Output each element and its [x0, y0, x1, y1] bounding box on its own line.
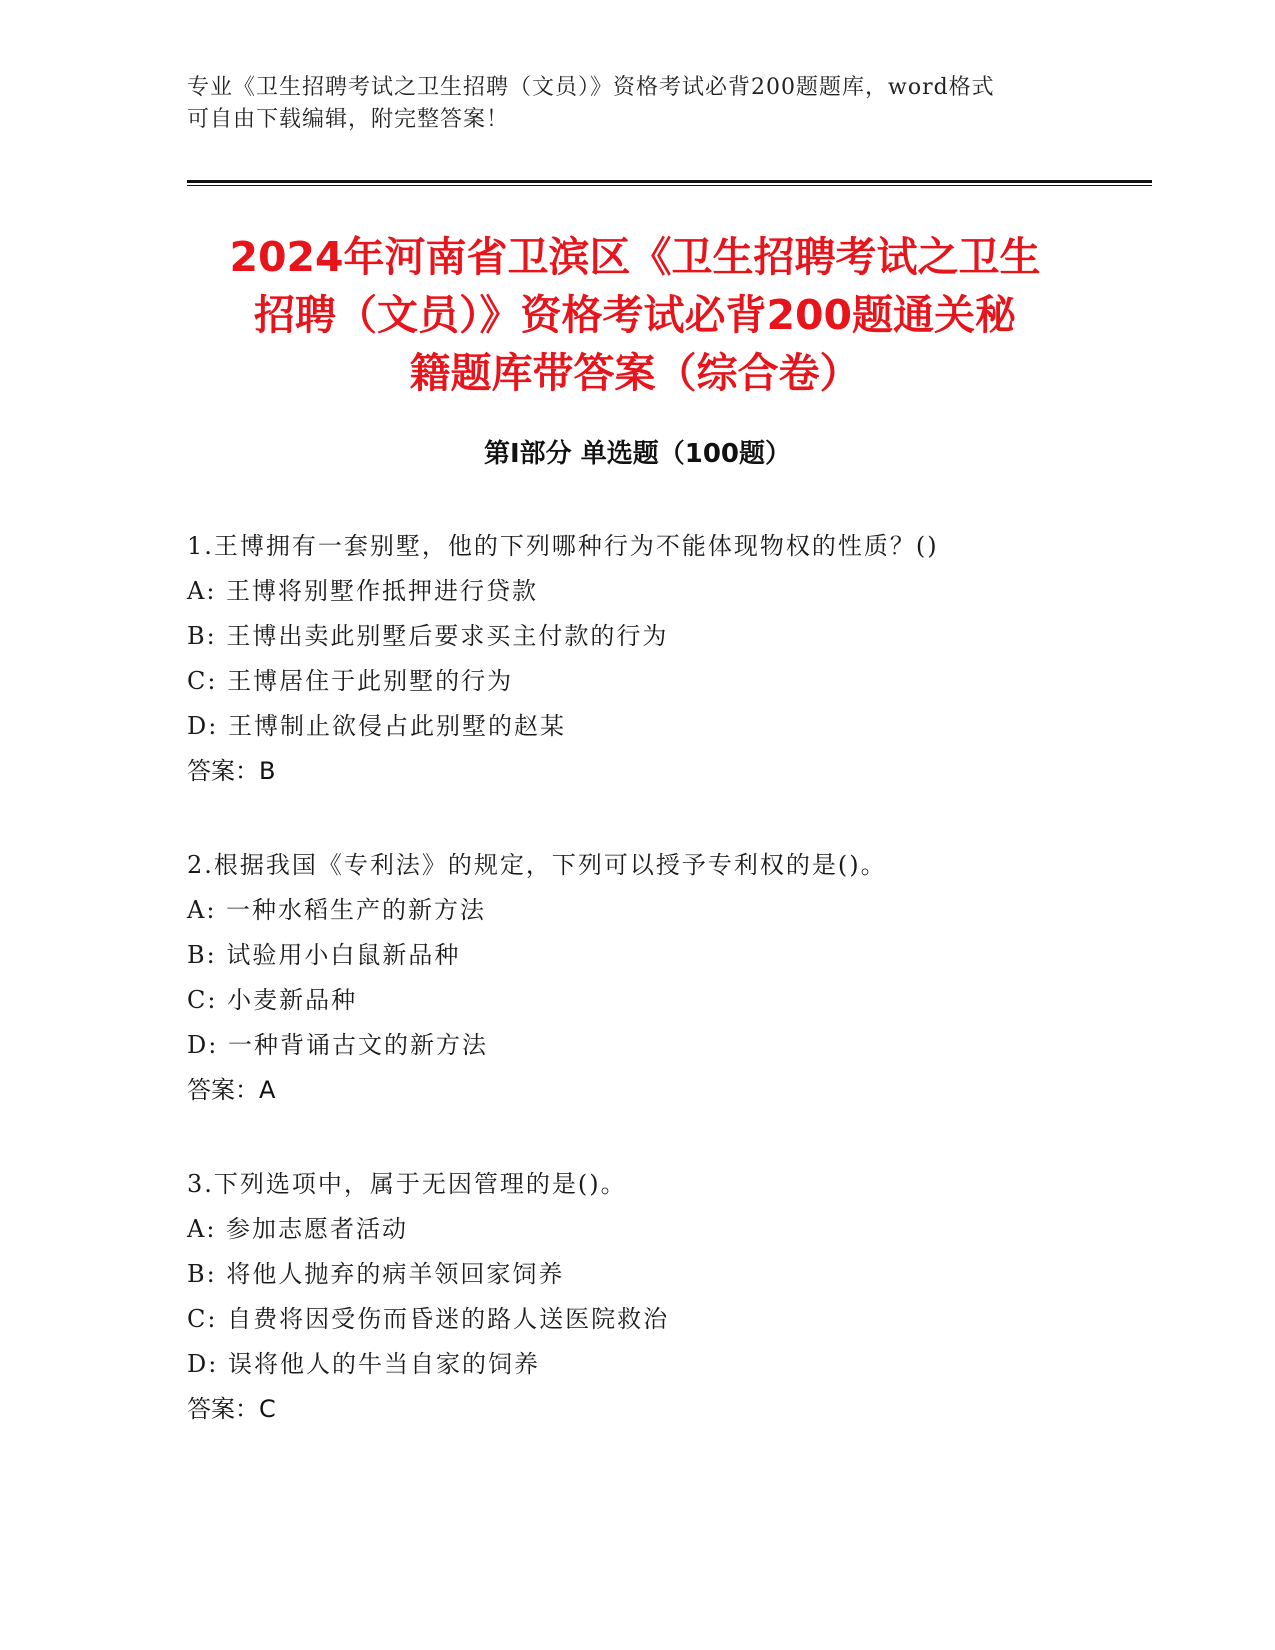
- question-stem: 1.王博拥有一套别墅，他的下列哪种行为不能体现物权的性质？(): [187, 532, 939, 560]
- question-stem: 3.下列选项中，属于无因管理的是()。: [187, 1170, 627, 1198]
- option-c: C: 王博居住于此别墅的行为: [187, 667, 514, 695]
- option-a: A: 参加志愿者活动: [187, 1215, 409, 1243]
- document-title-line: 2024年河南省卫滨区《卫生招聘考试之卫生: [229, 233, 1041, 281]
- option-a: A: 王博将别墅作抵押进行贷款: [187, 577, 539, 605]
- document-title-line: 籍题库带答案（综合卷）: [409, 349, 861, 397]
- option-d: D: 一种背诵古文的新方法: [187, 1031, 488, 1059]
- question-answer: 答案：C: [187, 1395, 276, 1423]
- question-list: [187, 524, 1117, 1481]
- header-divider-thin: [187, 185, 1152, 186]
- question-item: [187, 843, 1117, 1113]
- question-answer: 答案：A: [187, 1076, 276, 1104]
- option-b: B: 试验用小白鼠新品种: [187, 941, 461, 969]
- option-a: A: 一种水稻生产的新方法: [187, 896, 487, 924]
- option-b: B: 王博出卖此别墅后要求买主付款的行为: [187, 622, 669, 650]
- option-d: D: 王博制止欲侵占此别墅的赵某: [187, 712, 566, 740]
- question-stem: 2.根据我国《专利法》的规定，下列可以授予专利权的是()。: [187, 851, 887, 879]
- question-item: [187, 524, 1117, 794]
- header-note-line: 可自由下载编辑，附完整答案！: [187, 107, 510, 132]
- header-note-line: 专业《卫生招聘考试之卫生招聘（文员）》资格考试必背200题题库，word格式: [187, 75, 995, 100]
- option-c: C: 自费将因受伤而昏迷的路人送医院救治: [187, 1305, 670, 1333]
- section-heading: 第Ⅰ部分 单选题（100题）: [484, 439, 791, 469]
- header-divider: [187, 180, 1152, 186]
- option-c: C: 小麦新品种: [187, 986, 358, 1014]
- header-note: [187, 72, 1067, 136]
- option-b: B: 将他人抛弃的病羊领回家饲养: [187, 1260, 565, 1288]
- question-item: [187, 1162, 1117, 1432]
- document-title-line: 招聘（文员）》资格考试必背200题通关秘: [253, 291, 1017, 339]
- document-title: [160, 228, 1110, 402]
- option-d: D: 误将他人的牛当自家的饲养: [187, 1350, 540, 1378]
- question-answer: 答案：B: [187, 757, 276, 785]
